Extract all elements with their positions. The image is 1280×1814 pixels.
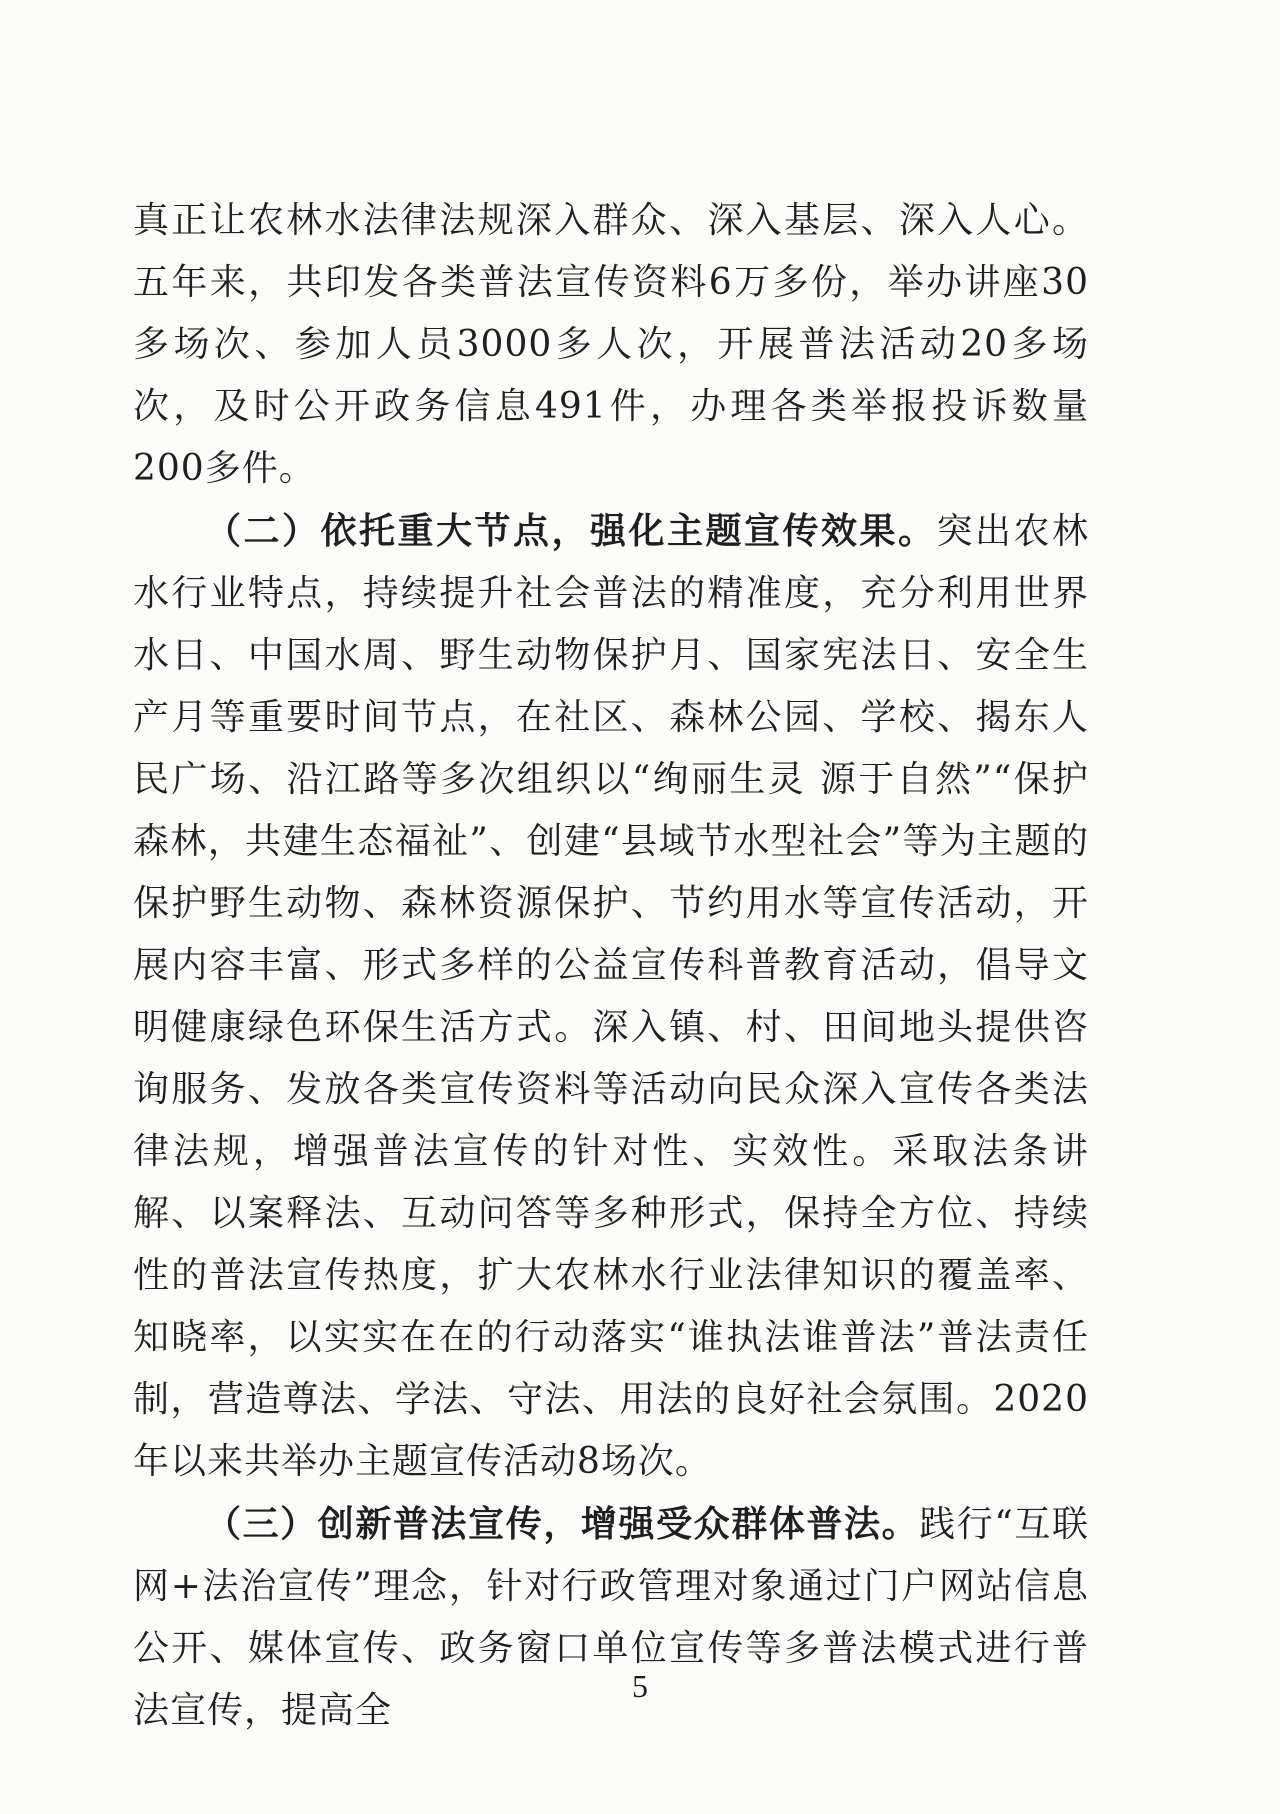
page-number: 5 bbox=[632, 1668, 648, 1704]
paragraph-2-heading: （二）依托重大节点，强化主题宣传效果。 bbox=[205, 510, 937, 552]
paragraph-3-heading: （三）创新普法宣传，增强受众群体普法。 bbox=[205, 1503, 920, 1545]
document-body bbox=[133, 190, 1089, 1742]
paragraph-1-text: 真正让农林水法律法规深入群众、深入基层、深入人心。五年来，共印发各类普法宣传资料6万多份，举办讲座30多场次、参加人员3000多人次，开展普法活动20多场次，及时公开政务信息491件，办理各类举报投诉数量200多件。 bbox=[133, 200, 1089, 489]
paragraph-3-text: 践行“互联网+法治宣传”理念，针对行政管理对象通过门户网站信息公开、媒体宣传、政务窗口单位宣传等多普法模式进行普法宣传，提高全 bbox=[133, 1504, 1089, 1731]
paragraph-1 bbox=[133, 190, 1089, 500]
paragraph-2 bbox=[133, 500, 1089, 1493]
paragraph-2-text: 突出农林水行业特点，持续提升社会普法的精准度，充分利用世界水日、中国水周、野生动物保护月、国家宪法日、安全生产月等重要时间节点，在社区、森林公园、学校、揭东人民广场、沿江路等多次组织以“绚丽生灵 源于自然”“保护森林，共建生态福祉”、创建“县域节水型社会”等为主题的保护野生动物、森林资源保护、节约用水等宣传活动，开展内容丰富、形式多样的公益宣传科普教育活动，倡导文明健康绿色环保生活方式。深入镇、村、田间地头提供咨询服务、发放各类宣传资料等活动向民众深入宣传各类法律法规，增强普法宣传的针对性、实效性。采取法条讲解、以案释法、互动问答等多种形式，保持全方位、持续性的普法宣传热度，扩大农林水行业法律知识的覆盖率、知晓率，以实实在在的行动落实“谁执法谁普法”普法责任制，营造尊法、学法、守法、用法的良好社会氛围。2020年以来共举办主题宣传活动8场次。 bbox=[133, 511, 1089, 1482]
